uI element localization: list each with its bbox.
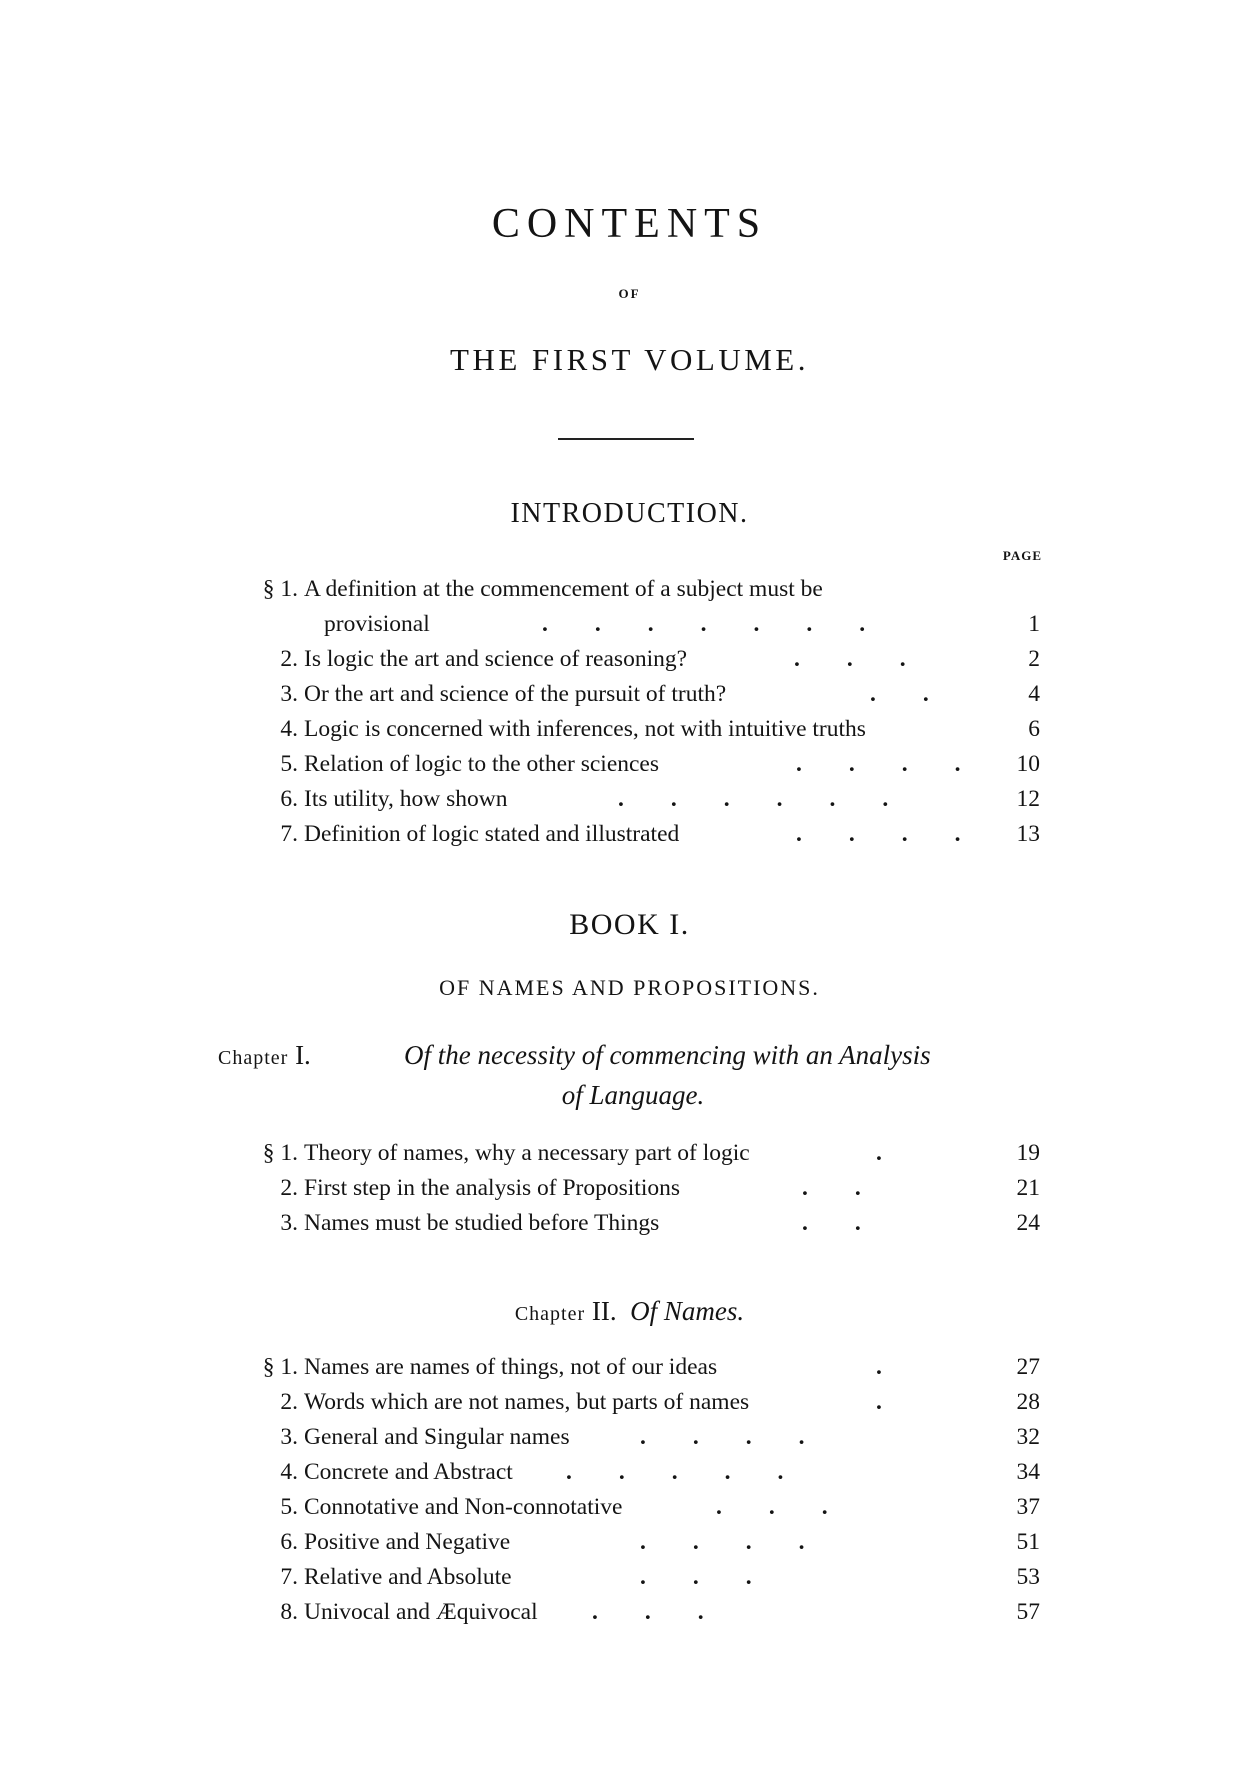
entry-title: Words which are not names, but parts of names xyxy=(304,1389,750,1415)
toc-entry[interactable] xyxy=(240,782,1040,817)
page-number: 21 xyxy=(1016,1175,1040,1201)
page-number: 32 xyxy=(1016,1424,1040,1450)
section-number: 2. xyxy=(280,1389,298,1415)
leader-dots: . . . . . . . xyxy=(542,611,866,637)
page-title: CONTENTS xyxy=(491,201,768,247)
leader-dots: . . . xyxy=(716,1494,828,1520)
page-number: 1 xyxy=(1028,611,1040,637)
toc-entry[interactable] xyxy=(240,712,1040,747)
chapter-number: II. xyxy=(591,1296,617,1326)
toc-entry[interactable] xyxy=(240,1420,1040,1455)
entry-title: Names are names of things, not of our ideas xyxy=(304,1354,718,1380)
section-number: 2. xyxy=(280,646,298,672)
book-subtitle: OF NAMES AND PROPOSITIONS. xyxy=(439,975,820,1000)
page-number: 13 xyxy=(1016,821,1040,847)
toc-entry[interactable] xyxy=(240,642,1040,677)
entry-title: Relative and Absolute xyxy=(304,1564,512,1590)
leader-dots: . . . xyxy=(794,646,906,672)
section-number: 6. xyxy=(280,786,298,812)
section-number: 3. xyxy=(280,681,298,707)
toc-entry[interactable] xyxy=(240,1490,1040,1525)
page-number: 37 xyxy=(1016,1494,1040,1520)
leader-dots: . xyxy=(876,1140,882,1166)
toc-entry[interactable] xyxy=(240,1560,1040,1595)
toc-entry[interactable] xyxy=(240,1525,1040,1560)
toc-entry[interactable] xyxy=(240,572,1040,607)
entry-title: Theory of names, why a necessary part of logic xyxy=(304,1140,750,1166)
chapter-2-heading xyxy=(0,1296,1259,1327)
leader-dots: . xyxy=(876,1389,882,1415)
entry-title: Logic is concerned with inferences, not with intuitive truths xyxy=(304,716,866,742)
section-number: 3. xyxy=(280,1210,298,1236)
toc-entry[interactable] xyxy=(240,1385,1040,1420)
section-number: § 1. xyxy=(262,1140,298,1166)
title-rule xyxy=(558,438,694,440)
entry-title: Its utility, how shown xyxy=(304,786,508,812)
leader-dots: . . . . xyxy=(796,751,961,777)
section-number: 4. xyxy=(280,1459,298,1485)
leader-dots: . . xyxy=(802,1210,861,1236)
chapter-title-line1: Of the necessity of commencing with an Analysis xyxy=(404,1040,931,1070)
section-number: 5. xyxy=(280,751,298,777)
section-number: 7. xyxy=(280,821,298,847)
page-number: 2 xyxy=(1028,646,1040,672)
toc-entry[interactable] xyxy=(240,1171,1040,1206)
page-number: 19 xyxy=(1016,1140,1040,1166)
leader-dots: . . . . xyxy=(640,1529,805,1555)
entry-title: Concrete and Abstract xyxy=(304,1459,513,1485)
page-number: 28 xyxy=(1016,1389,1040,1415)
section-number: 8. xyxy=(280,1599,298,1625)
page-number: 51 xyxy=(1016,1529,1040,1555)
entry-title: Or the art and science of the pursuit of truth? xyxy=(304,681,727,707)
entry-title: First step in the analysis of Propositions xyxy=(304,1175,680,1201)
toc-entry[interactable] xyxy=(240,1595,1040,1630)
introduction-heading: INTRODUCTION. xyxy=(510,498,749,529)
section-number: 4. xyxy=(280,716,298,742)
toc-entry[interactable] xyxy=(240,1455,1040,1490)
toc-entry[interactable] xyxy=(240,747,1040,782)
leader-dots: . . . xyxy=(640,1564,752,1590)
toc-entry[interactable] xyxy=(240,677,1040,712)
leader-dots: . xyxy=(876,1354,882,1380)
toc-entry[interactable] xyxy=(240,607,1040,642)
page-number: 4 xyxy=(1028,681,1040,707)
leader-dots: . . xyxy=(802,1175,861,1201)
page-number: 10 xyxy=(1016,751,1040,777)
chapter-label: Chapter xyxy=(514,1303,586,1325)
entry-title: Names must be studied before Things xyxy=(304,1210,660,1236)
entry-title: Relation of logic to the other sciences xyxy=(304,751,660,777)
chapter-title-line2: of Language. xyxy=(561,1080,705,1110)
book-heading: BOOK I. xyxy=(569,908,690,941)
chapter-title: Of Names. xyxy=(630,1296,745,1326)
toc-entry[interactable] xyxy=(240,1350,1040,1385)
section-number: § 1. xyxy=(262,1354,298,1380)
entry-title: General and Singular names xyxy=(304,1424,570,1450)
page-number: 53 xyxy=(1016,1564,1040,1590)
leader-dots: . . . . xyxy=(796,821,961,847)
chapter-label: Chapter xyxy=(218,1047,289,1069)
entry-title: A definition at the commencement of a subject must be xyxy=(304,576,823,602)
leader-dots: . . . xyxy=(592,1599,704,1625)
leader-dots: . . xyxy=(870,681,929,707)
page-number: 57 xyxy=(1016,1599,1040,1625)
entry-title: Univocal and Æquivocal xyxy=(304,1599,538,1625)
leader-dots: . . . . xyxy=(640,1424,805,1450)
title-connector: OF xyxy=(618,286,641,301)
toc-entry[interactable] xyxy=(240,1206,1040,1241)
section-number: 2. xyxy=(280,1175,298,1201)
page-number: 24 xyxy=(1016,1210,1040,1236)
chapter-number: I. xyxy=(295,1040,311,1070)
toc-entry[interactable] xyxy=(240,1136,1040,1171)
section-number: 3. xyxy=(280,1424,298,1450)
section-number: 6. xyxy=(280,1529,298,1555)
section-number: 7. xyxy=(280,1564,298,1590)
page-number: 34 xyxy=(1016,1459,1040,1485)
leader-dots: . . . . . . xyxy=(618,786,889,812)
section-number: 5. xyxy=(280,1494,298,1520)
entry-title: Is logic the art and science of reasoning? xyxy=(304,646,688,672)
page-number: 12 xyxy=(1016,786,1040,812)
toc-entry[interactable] xyxy=(240,817,1040,852)
page-number: 6 xyxy=(1028,716,1040,742)
entry-title-continued: provisional xyxy=(324,611,430,637)
leader-dots: . . . . . xyxy=(566,1459,784,1485)
entry-title: Positive and Negative xyxy=(304,1529,511,1555)
volume-title: THE FIRST VOLUME. xyxy=(450,342,809,377)
section-number: § 1. xyxy=(262,576,298,602)
entry-title: Definition of logic stated and illustrated xyxy=(304,821,680,847)
page-column-label: PAGE xyxy=(1002,548,1042,563)
entry-title: Connotative and Non-connotative xyxy=(304,1494,623,1520)
page-number: 27 xyxy=(1016,1354,1040,1380)
